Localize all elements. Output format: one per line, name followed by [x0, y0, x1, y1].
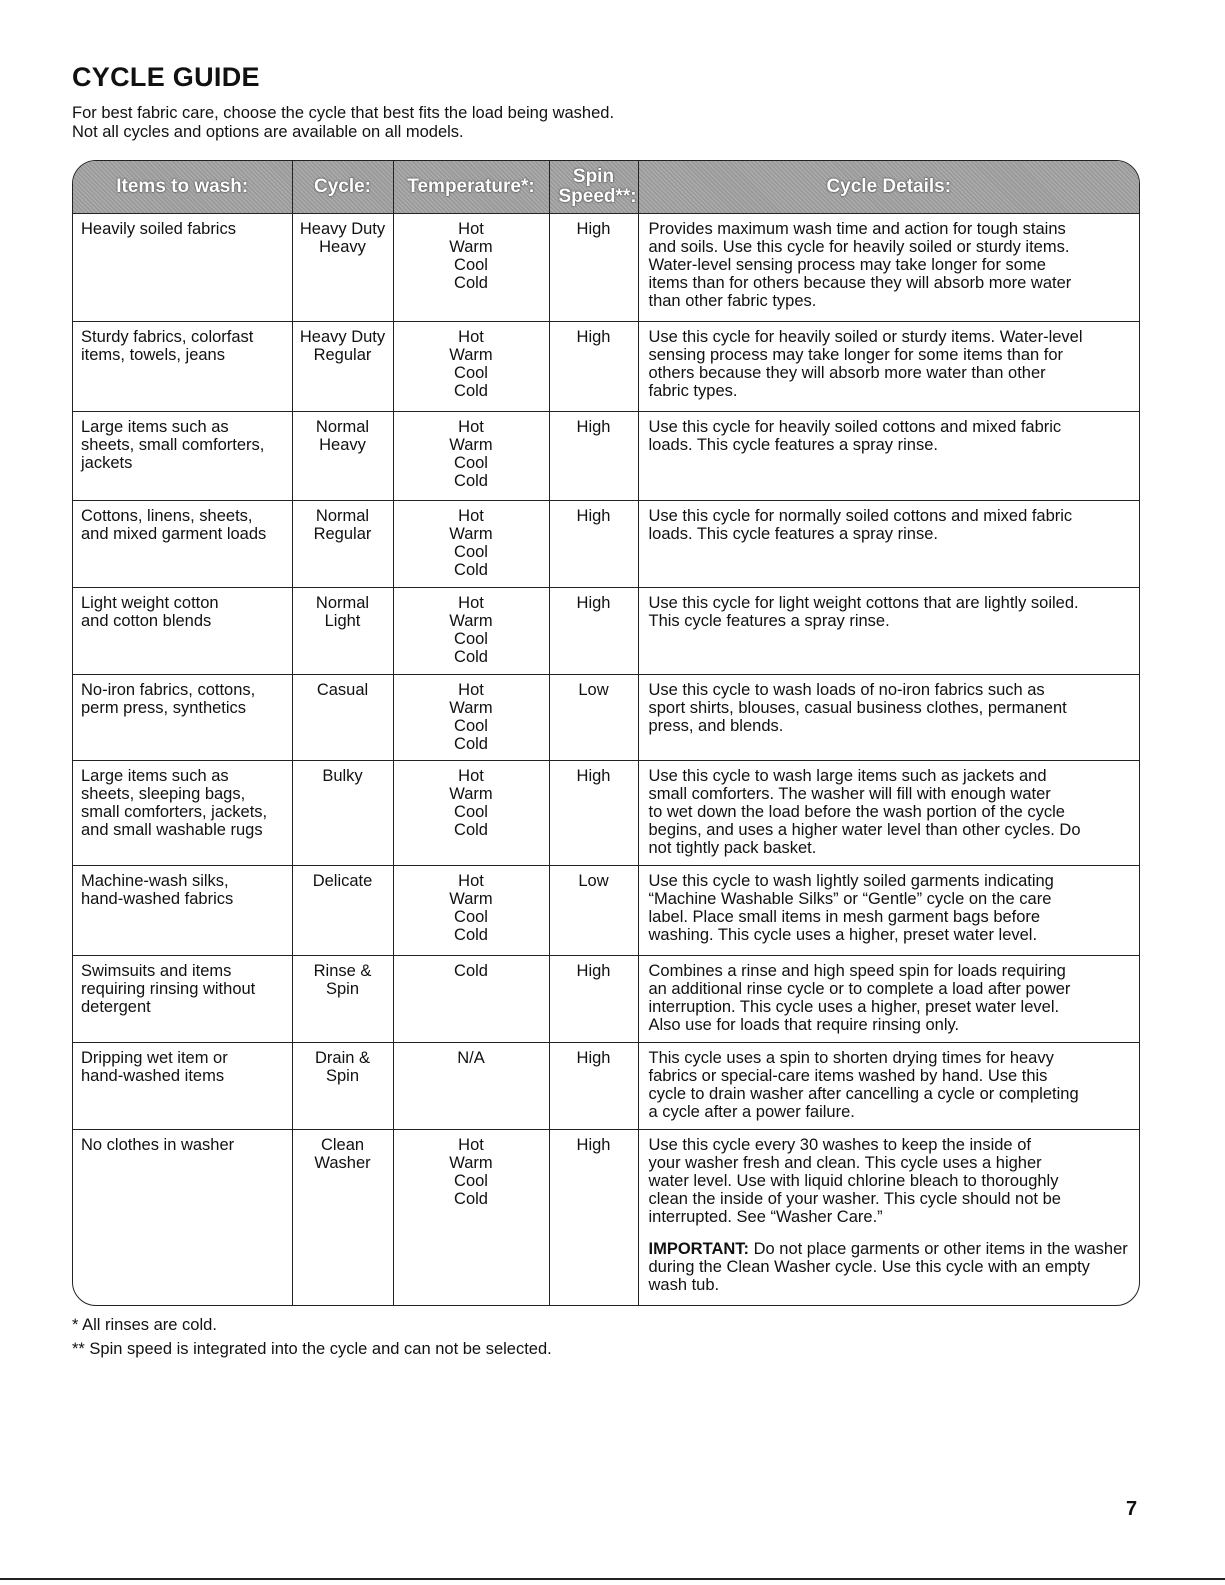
- items-cell-line: No-iron fabrics, cottons,: [81, 681, 256, 699]
- table-row: [73, 501, 1139, 588]
- details-cell: [638, 956, 1139, 1043]
- items-cell-line: items, towels, jeans: [81, 346, 225, 364]
- details-cell-line: washing. This cycle uses a higher, preset water level.: [648, 926, 1038, 944]
- cycle-cell: [292, 956, 393, 1043]
- table-row: [73, 412, 1139, 501]
- temperature-cell-line: Cold: [454, 274, 488, 292]
- items-cell-line: Swimsuits and items: [81, 962, 232, 980]
- cycle-cell-line: Delicate: [312, 872, 373, 890]
- items-cell-line: Light weight cotton: [81, 594, 219, 612]
- items-cell: [73, 1043, 292, 1130]
- temperature-cell-line: Warm: [449, 436, 493, 454]
- details-cell-line: water level. Use with liquid chlorine bleach to thoroughly: [648, 1172, 1059, 1190]
- details-cell-line: Use this cycle to wash loads of no-iron fabrics such as: [648, 681, 1045, 699]
- temperature-cell-line: Warm: [449, 612, 493, 630]
- cycle-cell-line: Regular: [313, 346, 372, 364]
- temperature-cell-line: Cold: [454, 962, 488, 980]
- details-cell-line: interrupted. See “Washer Care.”: [648, 1208, 883, 1226]
- cycle-cell: [292, 501, 393, 588]
- page-title: CYCLE GUIDE: [72, 62, 260, 92]
- cycle-cell-line: Bulky: [322, 767, 363, 785]
- details-cell: [638, 214, 1139, 322]
- temperature-cell-line: Cold: [454, 926, 488, 944]
- temperature-cell: [393, 1043, 549, 1130]
- details-cell-line: loads. This cycle features a spray rinse.: [648, 436, 938, 454]
- temperature-cell-line: Warm: [449, 346, 493, 364]
- details-cell-line: Also use for loads that require rinsing only.: [648, 1016, 960, 1034]
- header-temperature: Temperature*:: [393, 161, 549, 214]
- items-cell: [73, 214, 292, 322]
- details-cell-line: Use this cycle for heavily soiled or sturdy items. Water-level: [648, 328, 1083, 346]
- cycle-cell-line: Casual: [316, 681, 369, 699]
- temperature-cell-line: Warm: [449, 238, 493, 256]
- cycle-cell-line: Spin: [325, 1067, 360, 1085]
- details-cell-line: sensing process may take longer for some items than for: [648, 346, 1064, 364]
- temperature-cell-line: Cool: [454, 364, 488, 382]
- temperature-cell-line: Cool: [454, 630, 488, 648]
- items-cell-line: jackets: [81, 454, 133, 472]
- table-row: [73, 1043, 1139, 1130]
- details-cell-line: Use this cycle every 30 washes to keep the inside of: [648, 1136, 1031, 1154]
- temperature-cell: [393, 675, 549, 761]
- table-row: [73, 761, 1139, 866]
- items-cell: [73, 761, 292, 866]
- header-cycle-details: Cycle Details:: [638, 161, 1139, 214]
- important-label: IMPORTANT:: [648, 1240, 750, 1258]
- details-cell-line: fabric types.: [648, 382, 738, 400]
- cycle-cell: [292, 412, 393, 501]
- cycle-cell-line: Washer: [314, 1154, 371, 1172]
- table-row: [73, 322, 1139, 412]
- spin-speed-cell: High: [549, 214, 638, 322]
- spin-speed-cell: Low: [549, 675, 638, 761]
- details-cell-line: than other fabric types.: [648, 292, 817, 310]
- cycle-cell-line: Rinse &: [313, 962, 372, 980]
- details-cell: [638, 322, 1139, 412]
- details-cell-line: Water-level sensing process may take longer for some: [648, 256, 1046, 274]
- temperature-cell-line: Cold: [454, 648, 488, 666]
- cycle-cell: [292, 322, 393, 412]
- header-spin-speed: Spin Speed**:: [549, 161, 638, 214]
- temperature-cell-line: N/A: [457, 1049, 485, 1067]
- details-cell: [638, 588, 1139, 675]
- temperature-cell: [393, 956, 549, 1043]
- details-cell-line: Provides maximum wash time and action for tough stains: [648, 220, 1066, 238]
- cycle-cell-line: Drain &: [314, 1049, 371, 1067]
- cycle-cell-line: Normal: [315, 507, 370, 525]
- details-cell-line: label. Place small items in mesh garment bags before: [648, 908, 1041, 926]
- header-items: Items to wash:: [73, 161, 292, 214]
- temperature-cell-line: Warm: [449, 1154, 493, 1172]
- items-cell-line: hand-washed fabrics: [81, 890, 234, 908]
- cycle-cell-line: Regular: [313, 525, 372, 543]
- cycle-cell-line: Heavy Duty: [299, 220, 386, 238]
- temperature-cell-line: Hot: [458, 328, 484, 346]
- footnotes: [72, 1316, 552, 1364]
- items-cell-line: detergent: [81, 998, 151, 1016]
- important-note: [649, 1240, 1130, 1294]
- temperature-cell-line: Cool: [454, 908, 488, 926]
- temperature-cell-line: Warm: [449, 525, 493, 543]
- items-cell: [73, 412, 292, 501]
- items-cell: [73, 322, 292, 412]
- temperature-cell-line: Cool: [454, 1172, 488, 1190]
- details-cell: [638, 675, 1139, 761]
- cycle-cell-line: Heavy: [319, 238, 366, 256]
- items-cell-line: sheets, small comforters,: [81, 436, 265, 454]
- cycle-cell-line: Clean: [320, 1136, 365, 1154]
- temperature-cell: [393, 214, 549, 322]
- table-row: [73, 214, 1139, 322]
- details-cell-line: small comforters. The washer will fill with enough water: [648, 785, 1051, 803]
- temperature-cell: [393, 1130, 549, 1307]
- temperature-cell-line: Hot: [458, 594, 484, 612]
- details-cell-line: interruption. This cycle uses a higher, preset water level.: [648, 998, 1060, 1016]
- details-cell: [638, 761, 1139, 866]
- table-row: [73, 675, 1139, 761]
- spin-speed-cell: High: [549, 1043, 638, 1130]
- cycle-cell-line: Normal: [315, 594, 370, 612]
- temperature-cell-line: Hot: [458, 767, 484, 785]
- cycle-cell: [292, 675, 393, 761]
- details-cell-line: a cycle after a power failure.: [648, 1103, 855, 1121]
- footnote-spin-speed: ** Spin speed is integrated into the cycle and can not be selected.: [72, 1340, 552, 1358]
- details-cell-line: Combines a rinse and high speed spin for loads requiring: [648, 962, 1066, 980]
- items-cell-line: small comforters, jackets,: [81, 803, 268, 821]
- details-cell-line: your washer fresh and clean. This cycle uses a higher: [648, 1154, 1042, 1172]
- temperature-cell-line: Cool: [454, 803, 488, 821]
- intro-text: [72, 104, 614, 142]
- temperature-cell-line: Cold: [454, 472, 488, 490]
- cycle-cell: [292, 214, 393, 322]
- details-cell-line: Use this cycle to wash lightly soiled garments indicating: [648, 872, 1054, 890]
- temperature-cell: [393, 761, 549, 866]
- footnote-rinses: * All rinses are cold.: [72, 1316, 217, 1334]
- details-cell-line: This cycle uses a spin to shorten drying times for heavy: [648, 1049, 1054, 1067]
- items-cell: [73, 501, 292, 588]
- items-cell-line: Heavily soiled fabrics: [81, 220, 236, 238]
- details-cell-line: loads. This cycle features a spray rinse.: [648, 525, 938, 543]
- details-cell-line: clean the inside of your washer. This cycle should not be: [648, 1190, 1061, 1208]
- items-cell: [73, 866, 292, 956]
- temperature-cell-line: Cold: [454, 382, 488, 400]
- temperature-cell-line: Warm: [449, 699, 493, 717]
- items-cell-line: No clothes in washer: [81, 1136, 235, 1154]
- details-cell-line: sport shirts, blouses, casual business clothes, permanent: [648, 699, 1067, 717]
- items-cell-line: and small washable rugs: [81, 821, 263, 839]
- details-cell-line: fabrics or special-care items washed by hand. Use this: [648, 1067, 1048, 1085]
- spin-speed-cell: High: [549, 501, 638, 588]
- intro-line: Not all cycles and options are available on all models.: [72, 123, 464, 141]
- table-header-row: [73, 161, 1139, 214]
- temperature-cell-line: Hot: [458, 1136, 484, 1154]
- cycle-cell: [292, 761, 393, 866]
- spin-speed-cell: High: [549, 1130, 638, 1307]
- details-cell-line: cycle to drain washer after cancelling a cycle or completing: [648, 1085, 1079, 1103]
- items-cell-line: requiring rinsing without: [81, 980, 256, 998]
- details-cell: [638, 1043, 1139, 1130]
- temperature-cell-line: Cool: [454, 454, 488, 472]
- table-row: [73, 1130, 1139, 1307]
- temperature-cell-line: Hot: [458, 418, 484, 436]
- items-cell-line: Large items such as: [81, 418, 229, 436]
- temperature-cell-line: Warm: [449, 890, 493, 908]
- temperature-cell-line: Warm: [449, 785, 493, 803]
- cycle-cell-line: Heavy Duty: [299, 328, 386, 346]
- details-cell-line: Use this cycle for heavily soiled cottons and mixed fabric: [648, 418, 1062, 436]
- header-cycle: Cycle:: [292, 161, 393, 214]
- items-cell: [73, 1130, 292, 1307]
- items-cell-line: Large items such as: [81, 767, 229, 785]
- temperature-cell-line: Hot: [458, 872, 484, 890]
- details-cell-line: an additional rinse cycle or to complete a load after power: [648, 980, 1071, 998]
- items-cell: [73, 675, 292, 761]
- details-cell-line: and soils. Use this cycle for heavily soiled or sturdy items.: [648, 238, 1070, 256]
- temperature-cell: [393, 588, 549, 675]
- details-cell-line: This cycle features a spray rinse.: [648, 612, 890, 630]
- spin-speed-cell: High: [549, 588, 638, 675]
- details-cell: [638, 501, 1139, 588]
- temperature-cell-line: Cold: [454, 1190, 488, 1208]
- spin-speed-cell: High: [549, 412, 638, 501]
- spin-speed-cell: High: [549, 322, 638, 412]
- details-cell-line: Use this cycle to wash large items such as jackets and: [648, 767, 1047, 785]
- details-cell: [638, 1130, 1139, 1307]
- items-cell: [73, 588, 292, 675]
- details-cell-line: to wet down the load before the wash portion of the cycle: [648, 803, 1065, 821]
- cycle-cell-line: Normal: [315, 418, 370, 436]
- cycle-guide-table: [72, 160, 1140, 1306]
- spin-speed-cell: High: [549, 956, 638, 1043]
- details-cell-line: others because they will absorb more water than other: [648, 364, 1046, 382]
- details-cell-line: items than for others because they will absorb more water: [648, 274, 1072, 292]
- items-cell-line: perm press, synthetics: [81, 699, 247, 717]
- details-cell-line: press, and blends.: [648, 717, 784, 735]
- temperature-cell-line: Cold: [454, 821, 488, 839]
- items-cell-line: Cottons, linens, sheets,: [81, 507, 253, 525]
- items-cell-line: Machine-wash silks,: [81, 872, 229, 890]
- items-cell-line: sheets, sleeping bags,: [81, 785, 246, 803]
- details-cell-line: Use this cycle for light weight cottons that are lightly soiled.: [648, 594, 1079, 612]
- items-cell: [73, 956, 292, 1043]
- items-cell-line: Sturdy fabrics, colorfast: [81, 328, 254, 346]
- temperature-cell-line: Hot: [458, 507, 484, 525]
- temperature-cell-line: Hot: [458, 220, 484, 238]
- items-cell-line: Dripping wet item or: [81, 1049, 228, 1067]
- details-cell: [638, 866, 1139, 956]
- table-row: [73, 866, 1139, 956]
- details-cell-line: Use this cycle for normally soiled cottons and mixed fabric: [648, 507, 1073, 525]
- table-row: [73, 956, 1139, 1043]
- items-cell-line: and mixed garment loads: [81, 525, 267, 543]
- cycle-cell: [292, 866, 393, 956]
- details-cell-line: not tightly pack basket.: [648, 839, 817, 857]
- temperature-cell: [393, 866, 549, 956]
- temperature-cell-line: Hot: [458, 681, 484, 699]
- cycle-cell-line: Light: [324, 612, 361, 630]
- temperature-cell-line: Cold: [454, 561, 488, 579]
- details-cell-line: “Machine Washable Silks” or “Gentle” cycle on the care: [648, 890, 1052, 908]
- important-text: Do not place garments or other items in the washer during the Clean Washer cycle. Use this cycle with an empty wash tub.: [648, 1240, 1128, 1294]
- cycle-cell-line: Spin: [325, 980, 360, 998]
- details-cell-line: begins, and uses a higher water level than other cycles. Do: [648, 821, 1081, 839]
- page-number: 7: [1126, 1498, 1138, 1520]
- cycle-cell: [292, 588, 393, 675]
- temperature-cell: [393, 412, 549, 501]
- page-bottom-rule: [0, 1578, 1225, 1580]
- items-cell-line: and cotton blends: [81, 612, 212, 630]
- temperature-cell-line: Cool: [454, 256, 488, 274]
- temperature-cell: [393, 501, 549, 588]
- temperature-cell-line: Cold: [454, 735, 488, 753]
- spin-speed-cell: Low: [549, 866, 638, 956]
- cycle-cell-line: Heavy: [319, 436, 366, 454]
- intro-line: For best fabric care, choose the cycle that best fits the load being washed.: [72, 104, 615, 122]
- temperature-cell-line: Cool: [454, 543, 488, 561]
- spin-speed-cell: High: [549, 761, 638, 866]
- temperature-cell-line: Cool: [454, 717, 488, 735]
- cycle-cell: [292, 1043, 393, 1130]
- table-row: [73, 588, 1139, 675]
- temperature-cell: [393, 322, 549, 412]
- cycle-cell: [292, 1130, 393, 1307]
- items-cell-line: hand-washed items: [81, 1067, 225, 1085]
- details-cell: [638, 412, 1139, 501]
